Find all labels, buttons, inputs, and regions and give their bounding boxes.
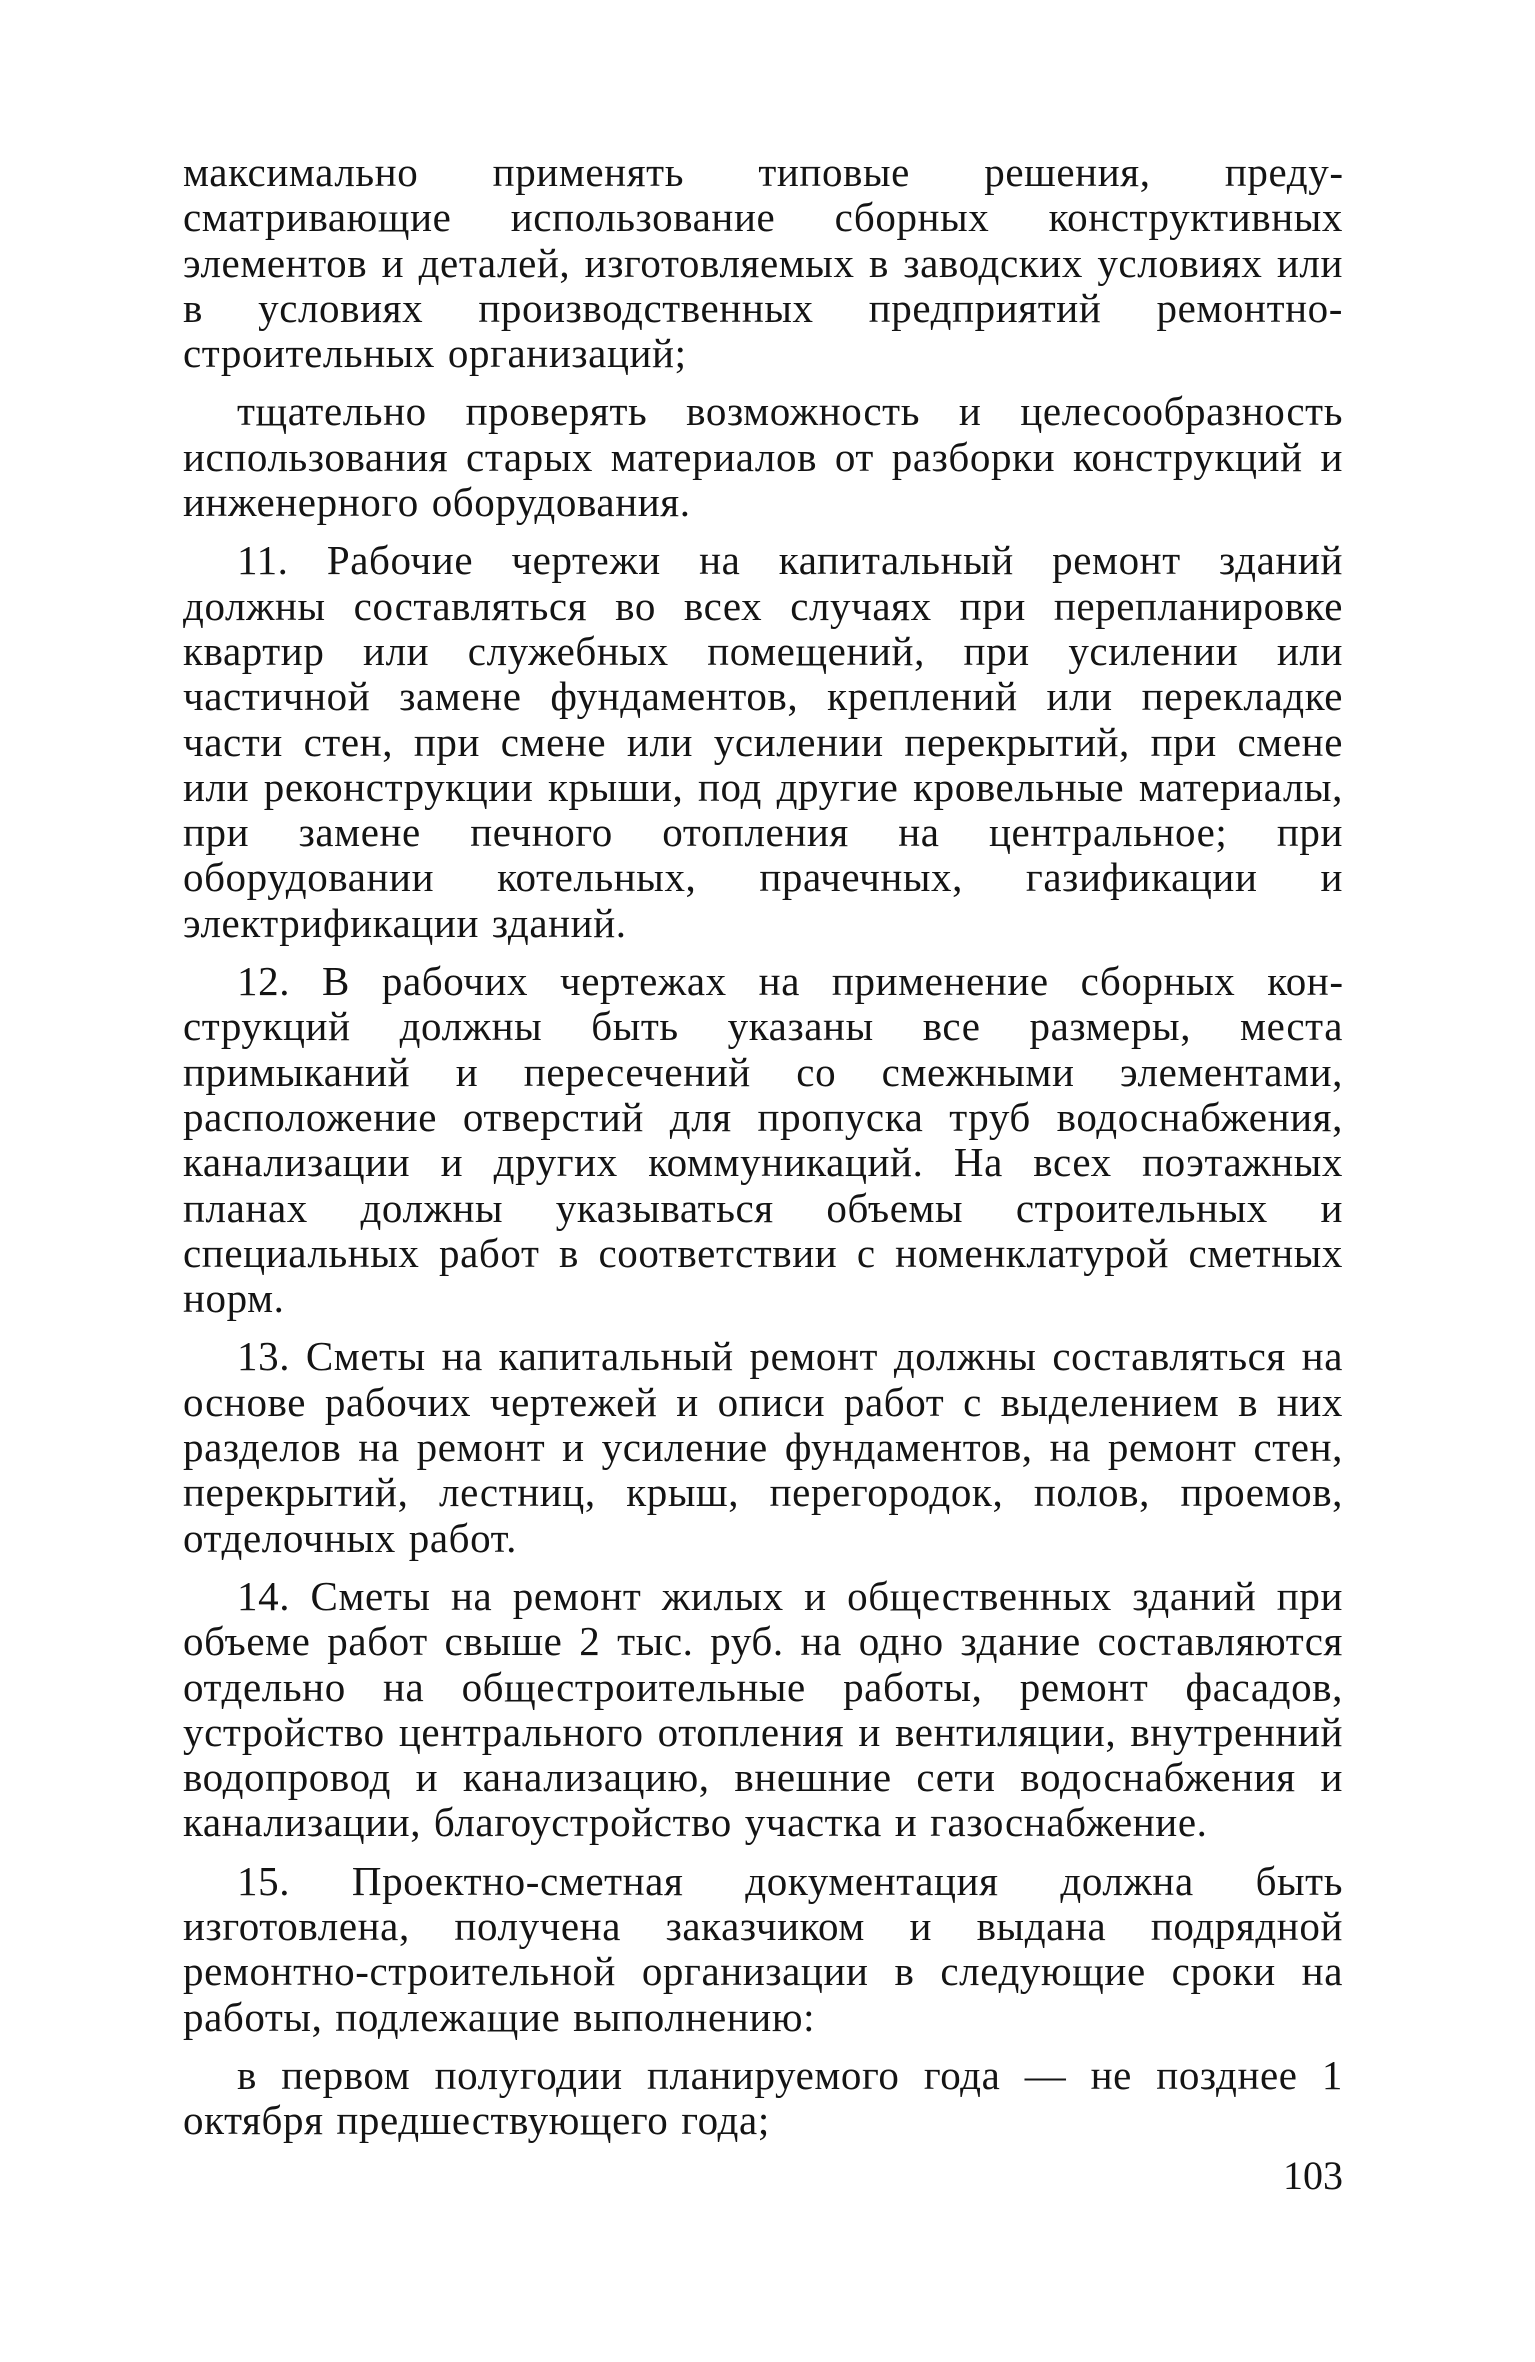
paragraph-first-half-year: в первом полугодии планируемого года — не позднее 1 октября предшествующего года;: [183, 2051, 1343, 2144]
page-number: 103: [1283, 2153, 1343, 2198]
paragraph-item-12: 12. В рабочих чертежах на применение сборных конструкций должны быть указаны все размеры, места примыканий и пересечений со смежными элементами, расположение отверстий для пропуска труб водоснабжения, канализации и других коммуникаций. На всех поэтажных планах должны указываться объемы строительных и специальных работ в соответствии с номенклатурой сметных норм.: [183, 958, 1343, 1322]
paragraph-typical-solutions: максимально применять типовые решения, предусматривающие использование сборных конструктивных элементов и деталей, изготовляемых в заводских условиях или в условиях производственных предприятий ремонтно-строительных организаций;: [183, 149, 1343, 377]
paragraph-item-11: 11. Рабочие чертежи на капитальный ремонт зданий должны составляться во всех случаях при перепланировке квартир или служебных помещений, при усилении или частичной замене фундаментов, креплений или перекладке части стен, при смене или усилении перекрытий, при смене или реконструкции крыши, под другие кровельные материалы, при замене печного отопления на центральное; при оборудовании котельных, прачечных, газификации и электрификации зданий.: [183, 537, 1343, 946]
paragraph-item-15: 15. Проектно-сметная документация должна быть изготовлена, получена заказчиком и выдана подрядной ремонтно-строительной организации в следующие сроки на работы, подлежащие выполнению:: [183, 1857, 1343, 2040]
body-text: [183, 150, 1343, 2143]
paragraph-old-materials: тщательно проверять возможность и целесообразность использования старых материалов от разборки конструкций и инженерного оборудования.: [183, 388, 1343, 526]
paragraph-item-14: 14. Сметы на ремонт жилых и общественных зданий при объеме работ свыше 2 тыс. руб. на одно здание составляются отдельно на общестроительные работы, ремонт фасадов, устройство центрального отопления и вентиляции, внутренний водопровод и канализацию, внешние сети водоснабжения и канализации, благоустройство участка и газоснабжение.: [183, 1572, 1343, 1846]
paragraph-item-13: 13. Сметы на капитальный ремонт должны составляться на основе рабочих чертежей и описи работ с выделением в них разделов на ремонт и усиление фундаментов, на ремонт стен, перекрытий, лестниц, крыш, перегородок, полов, проемов, отделочных работ.: [183, 1333, 1343, 1561]
